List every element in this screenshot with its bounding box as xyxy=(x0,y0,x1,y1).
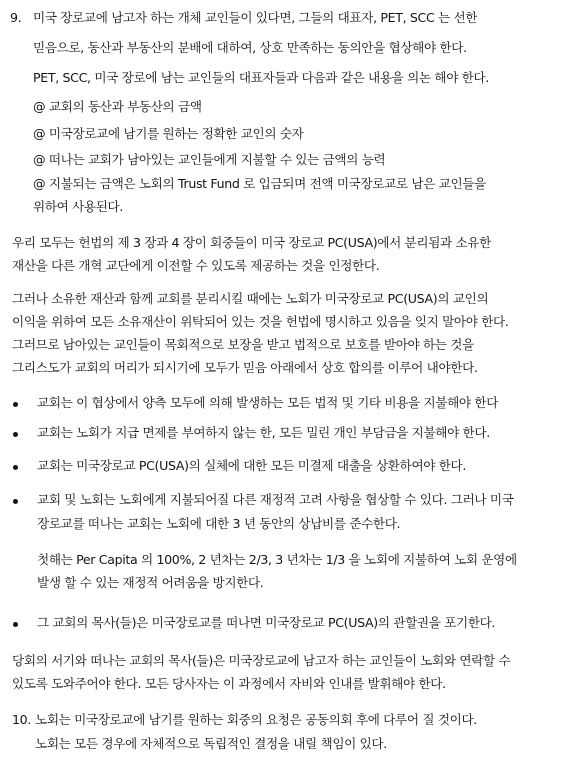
bullet-item: 교회 및 노회는 노회에게 지불되어질 다른 재정적 고려 사항을 협상할 수 있다. 그러나 미국 xyxy=(37,492,514,507)
bullet-icon xyxy=(13,622,18,627)
paragraph-line: 이익을 위하여 모든 소유재산이 위탁되어 있는 것을 헌법에 명시하고 있음을 잊지 말아야 한다. xyxy=(12,314,509,329)
bullet-item: 그 교회의 목사(들)은 미국장로교를 떠나면 미국장로교 PC(USA)의 관할권을 포기한다. xyxy=(37,615,496,630)
paragraph-line: 당회의 서기와 떠나는 교회의 목사(들)은 미국장로교에 남고자 하는 교인들이 노회와 연락할 수 xyxy=(12,653,511,668)
bullet-item-continuation: 장로교를 떠나는 교회는 노회에 대한 3 년 동안의 상납비를 준수한다. xyxy=(37,516,401,531)
paragraph-line: 그러나 소유한 재산과 함께 교회를 분리시킬 때에는 노회가 미국장로교 PC(USA)의 교인의 xyxy=(12,291,489,306)
bullet-icon xyxy=(13,402,18,407)
item-9-line: PET, SCC, 미국 장로에 남는 교인들의 대표자들과 다음과 같은 내용을 의논 해야 한다. xyxy=(33,70,489,85)
item-10-number: 10. xyxy=(12,712,31,727)
item-9-subitem: @ 교회의 동산과 부동산의 금액 xyxy=(33,99,202,114)
item-10-line: 노회는 모든 경우에 자체적으로 독립적인 결정을 내릴 책임이 있다. xyxy=(35,736,387,751)
bullet-icon xyxy=(13,432,18,437)
item-10-line: 노회는 미국장로교에 남기를 원하는 회중의 요청은 공동의회 후에 다루어 질 것이다. xyxy=(35,712,477,727)
paragraph-line: 그리스도가 교회의 머리가 되시기에 모두가 믿음 아래에서 상호 합의를 이루어 내야한다. xyxy=(12,360,478,375)
paragraph-line: 있도록 도와주어야 한다. 모든 당사자는 이 과정에서 자비와 인내를 발휘해야 한다. xyxy=(12,676,446,691)
item-9-number: 9. xyxy=(10,10,22,25)
item-9-subitem: @ 지불되는 금액은 노회의 Trust Fund 로 입금되며 전액 미국장로교로 남은 교인들을 xyxy=(33,176,486,191)
bullet-icon xyxy=(13,465,18,470)
bullet-item-note: 발생 할 수 있는 재정적 어려움을 방지한다. xyxy=(37,575,264,590)
paragraph-line: 재산을 다른 개혁 교단에게 이전할 수 있도록 제공하는 것을 인정한다. xyxy=(12,258,380,273)
bullet-item-note: 첫해는 Per Capita 의 100%, 2 년차는 2/3, 3 년차는 1/3 을 노회에 지불하여 노회 운영에 xyxy=(37,552,517,567)
item-9-line: 미국 장로교에 남고자 하는 개체 교인들이 있다면, 그들의 대표자, PET, SCC 는 선한 xyxy=(33,10,478,25)
paragraph-line: 우리 모두는 헌법의 제 3 장과 4 장이 회중들이 미국 장로교 PC(USA)에서 분리됨과 소유한 xyxy=(12,235,491,250)
bullet-item: 교회는 노회가 지급 면제를 부여하지 않는 한, 모든 밀린 개인 부담금을 지불해야 한다. xyxy=(37,425,490,440)
paragraph-line: 그러므로 남아있는 교인들이 목회적으로 보장을 받고 법적으로 보호를 받아야 하는 것을 xyxy=(12,337,474,352)
item-9-subitem-continuation: 위하여 사용된다. xyxy=(33,199,124,214)
item-9-subitem: @ 떠나는 교회가 남아있는 교인들에게 지불할 수 있는 금액의 능력 xyxy=(33,152,386,167)
bullet-icon xyxy=(13,499,18,504)
item-9-line: 믿음으로, 동산과 부동산의 분배에 대하여, 상호 만족하는 동의안을 협상해야 한다. xyxy=(33,40,467,55)
item-9-subitem: @ 미국장로교에 남기를 원하는 정확한 교인의 숫자 xyxy=(33,126,304,141)
bullet-item: 교회는 미국장로교 PC(USA)의 실체에 대한 모든 미결제 대출을 상환하여야 한다. xyxy=(37,458,467,473)
bullet-item: 교회는 이 협상에서 양측 모두에 의해 발생하는 모든 법적 및 기타 비용을 지불해야 한다 xyxy=(37,395,499,410)
